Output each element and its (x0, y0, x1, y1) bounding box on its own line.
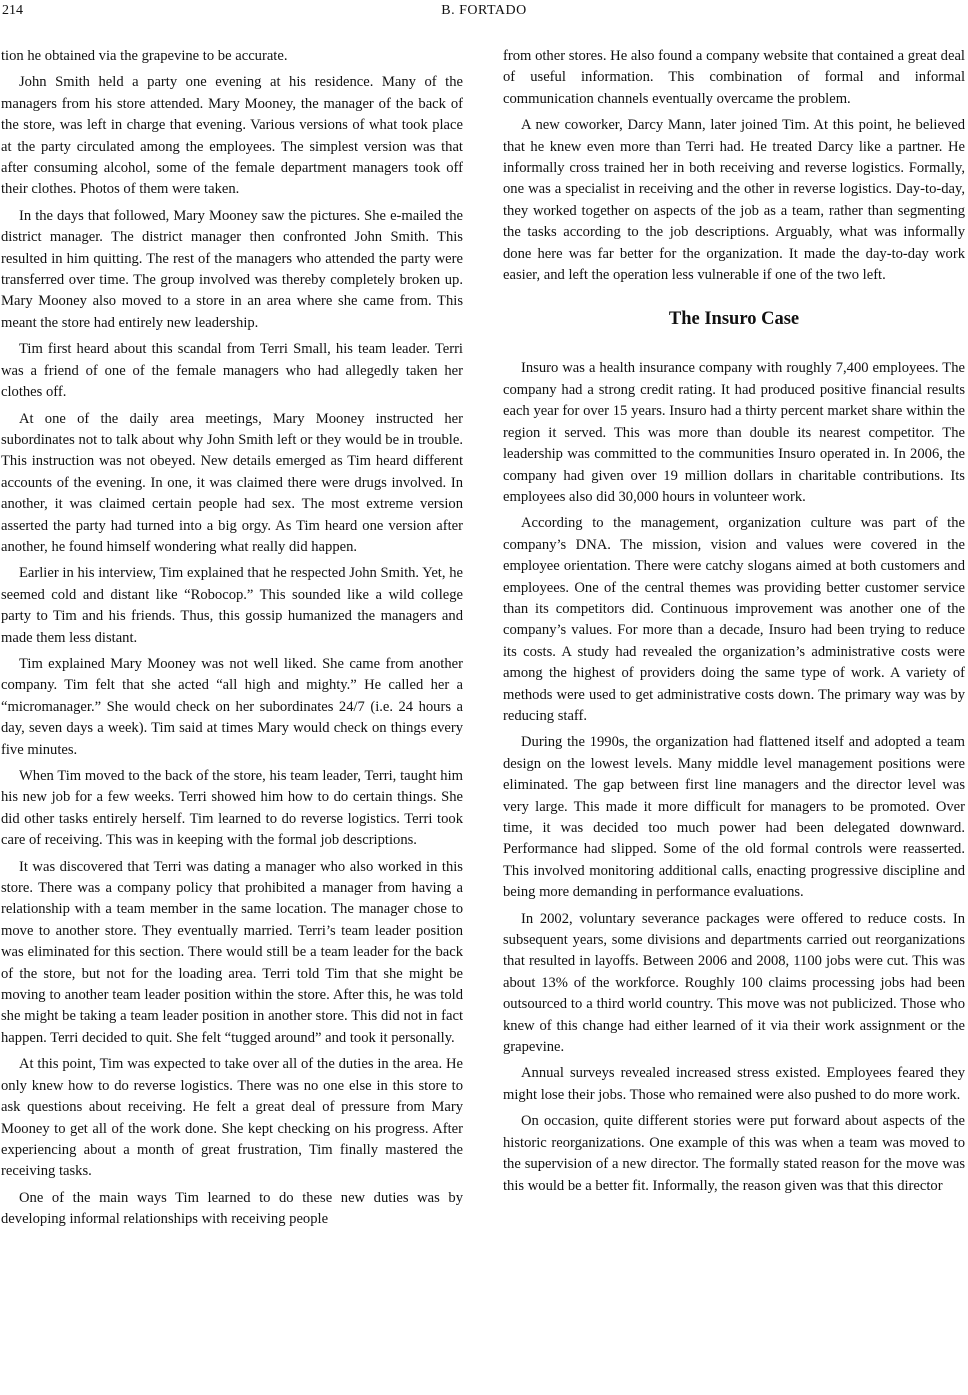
paragraph: At this point, Tim was expected to take over all of the duties in the area. He only knew how to do reverse logistics. There was no one else in this store to ask questions about receiving. He felt a great deal of pressure from Mary Mooney to get all of the work done. She kept checking on his progress. After experiencing about a month of great frustration, Tim finally mastered the receiving tasks. (1, 1056, 463, 1180)
paragraph: On occasion, quite different stories were put forward about aspects of the historic reorganizations. One example of this was when a team was moved to the supervision of a new director. The formally stated reason for the move was this would be a better fit. Informally, the reason given was that this director (503, 1113, 965, 1194)
paragraph: During the 1990s, the organization had flattened itself and adopted a team design on the lowest levels. Many middle level management positions were eliminated. The gap between first line managers and the director level was very large. This made it more difficult for managers to be promoted. Over time, it was decided too much power had been delegated downward. Performance had slipped. Some of the old formal controls were reasserted. This involved monitoring additional calls, enacting progressive discipline and being more demanding in performance evaluations. (503, 734, 965, 901)
page-number: 214 (2, 3, 23, 18)
paragraph: In the days that followed, Mary Mooney saw the pictures. She e-mailed the district manager. The district manager then confronted John Smith. This resulted in him quitting. The rest of the managers who attended the party were transferred over time. The group involved was thereby completely broken up. Mary Mooney also moved to a store in an area where she came from. This meant the store had entirely new leadership. (1, 207, 463, 331)
paragraph: A new coworker, Darcy Mann, later joined Tim. At this point, he believed that he knew even more than Terri had. He treated Darcy like a partner. He informally cross trained her in both receiving and reverse logistics. Formally, one was a specialist in receiving and the other in reverse logistics. Day-to-day, they worked together on aspects of the job as a team, rather than segmenting the tasks according to the job descriptions. Arguably, what was informally done here was far better for the organization. It made the day-to-day work easier, and left the operation less vulnerable if one of the two left. (503, 117, 965, 284)
paragraph: Insuro was a health insurance company with roughly 7,400 employees. The company had a strong credit rating. It had produced positive financial results each year for over 15 years. Insuro had a thirty percent market share within the region it served. This was more than double its nearest competitor. The leadership was committed to the communities Insuro operated in. In 2006, the company had given over 19 million dollars in charitable contributions. Its employees also did 30,000 hours in volunteer work. (503, 360, 965, 505)
section-heading: The Insuro Case (668, 309, 800, 330)
paragraph: One of the main ways Tim learned to do these new duties was by developing informal relationships with receiving people (1, 1189, 463, 1228)
running-head-author: B. FORTADO (441, 3, 527, 18)
paragraph: When Tim moved to the back of the store, his team leader, Terri, taught him his new job for a few weeks. Terri showed him how to do certain things. She did other tasks entirely herself. Tim learned to do reverse logistics. Terri took care of receiving. This was in keeping with the formal job descriptions. (1, 768, 463, 849)
paragraph: At one of the daily area meetings, Mary Mooney instructed her subordinates not to talk about why John Smith left or they would be in trouble. This instruction was not obeyed. New details emerged as Tim heard different accounts of the evening. In one, it was claimed there were drugs involved. In another, it was claimed certain people had sex. The most extreme version asserted the party had turned into a big orgy. As Tim heard one version after another, he found himself wondering what really did happen. (1, 410, 463, 555)
paragraph: Annual surveys revealed increased stress existed. Employees feared they might lose their jobs. Those who remained were also pushed to do more work. (503, 1065, 965, 1103)
right-column (503, 46, 965, 1202)
paragraph: Earlier in his interview, Tim explained that he respected John Smith. Yet, he seemed cold and distant like “Robocop.” This sounded like a wild college party to Tim and his friends. Thus, this gossip humanized the managers and made them less distant. (1, 565, 463, 646)
paragraph: from other stores. He also found a company website that contained a great deal of useful information. This combination of formal and informal communication channels eventually overcame the problem. (503, 48, 965, 107)
paragraph: It was discovered that Terri was dating a manager who also worked in this store. There was a company policy that prohibited a manager from having a relationship with a team member in the same location. The manager chose to move to another store. They eventually married. Terri’s team leader position was eliminated for this section. There would still be a team leader for the back of the store, but not for the loading area. Terri told Tim that she might be moving to another team leader position within the store. After this, he was told she might be taking a team leader position in another store. This did not in fact happen. Terri decided to quit. She felt “tugged around” and took it personally. (1, 858, 463, 1046)
page-header (0, 0, 968, 26)
paragraph: Tim first heard about this scandal from Terri Small, his team leader. Terri was a friend of one of the female managers who had allegedly taken her clothes off. (1, 341, 463, 401)
paragraph: tion he obtained via the grapevine to be accurate. (1, 48, 288, 64)
paragraph: According to the management, organization culture was part of the company’s DNA. The mission, vision and values were covered in the employee orientation. There were catchy slogans aimed at both customers and employees. One of the central themes was providing better customer service than its competitors did. Continuous improvement was another one of the company’s values. For more than a decade, Insuro had been trying to reduce its costs. A study had revealed the organization’s administrative costs were among the highest of providers doing the same type of work. A variety of methods were used to get administrative costs down. The primary way was by reducing staff. (503, 515, 965, 724)
paragraph: In 2002, voluntary severance packages were offered to reduce costs. In subsequent years, some divisions and departments carried out reorganizations that resulted in layoffs. Between 2006 and 2008, 1100 jobs were cut. This was about 13% of the workforce. Roughly 100 claims processing jobs had been outsourced to a third world country. This move was not publicized. Those who knew of this change had either learned of it via their work assignment or the grapevine. (503, 910, 965, 1056)
paragraph: John Smith held a party one evening at his residence. Many of the managers from his store attended. Mary Mooney, the manager of the back of the store, was left in charge that evening. Various versions of what took place at the party circulated among the employees. The simplest version was that after consuming alcohol, some of the female department managers took off their clothes. Photos of them were taken. (1, 74, 463, 198)
paragraph: Tim explained Mary Mooney was not well liked. She came from another company. Tim felt that she acted “all high and mighty.” He called her a “micromanager.” She would check on her subordinates 24/7 (i.e. 24 hours a day, seven days a week). Tim said at times Mary would check on things every five minutes. (1, 655, 463, 758)
left-column (1, 46, 463, 1236)
